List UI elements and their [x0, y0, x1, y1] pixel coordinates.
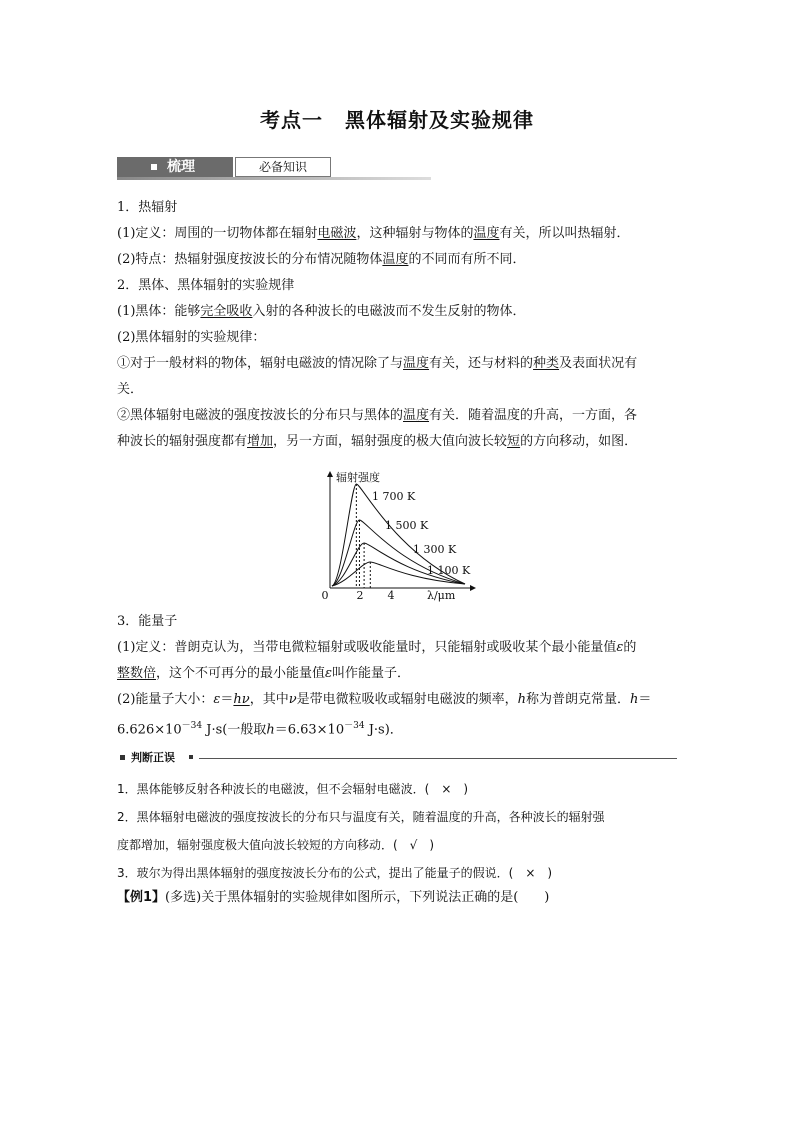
series-label-1: 1 500 K	[385, 519, 429, 532]
origin-label: 0	[321, 589, 329, 602]
series-label-3: 1 100 K	[427, 564, 471, 577]
chart-svg	[315, 468, 485, 606]
judge-item-2: 2．黑体辐射电磁波的强度按波长的分布只与温度有关，随着温度的升高，各种波长的辐射强	[117, 810, 605, 824]
x-axis-label: λ/μm	[427, 589, 456, 602]
quantum-definition: (1)定义：普朗克认为，当带电微粒辐射或吸收能量时，只能辐射或吸收某个最小能量值ε的	[117, 640, 637, 655]
square-bullet-icon	[151, 164, 157, 170]
law-point-1-cont: 关．	[117, 382, 144, 397]
planck-constant-value: $6.626\times 10^{-34}$ J·s(一般取$h=6.63\times 10^{-34}$ J·s)．	[117, 721, 403, 738]
square-bullet-icon	[189, 755, 193, 759]
judge-item-3: 3．玻尔为得出黑体辐射的强度按波长分布的公式，提出了能量子的假说．( × )	[117, 866, 553, 880]
blackbody-radiation-chart	[315, 468, 485, 606]
x-tick-2: 2	[356, 589, 364, 602]
heading-thermal-radiation: 1．热辐射	[117, 200, 178, 215]
page-title: 考点一 黑体辐射及实验规律	[260, 108, 534, 132]
quantum-definition-cont: 整数倍，这个不可再分的最小能量值ε叫作能量子．	[117, 666, 411, 681]
judge-heading: 判断正误	[117, 750, 677, 766]
series-label-2: 1 300 K	[413, 543, 457, 556]
series-label-0: 1 700 K	[372, 490, 416, 503]
section-thermal-radiation	[117, 195, 677, 455]
definition-line: (1)定义：周围的一切物体都在辐射电磁波，这种辐射与物体的温度有关，所以叫热辐射．	[117, 226, 630, 241]
x-tick-4: 4	[387, 589, 395, 602]
feature-line: (2)特点：热辐射强度按波长的分布情况随物体温度的不同而有所不同．	[117, 252, 526, 267]
example-1	[117, 885, 549, 911]
example-text: (多选)关于黑体辐射的实验规律如图所示，下列说法正确的是( )	[165, 890, 550, 905]
square-bullet-icon	[120, 755, 125, 760]
section-quantum	[117, 609, 677, 743]
y-axis-label: 辐射强度	[336, 471, 380, 484]
law-point-2-cont: 种波长的辐射强度都有增加，另一方面，辐射强度的极大值向波长较短的方向移动，如图．	[117, 434, 638, 449]
curves-group	[332, 484, 471, 588]
banner-main: 梳理	[117, 157, 233, 177]
law-point-1: ①对于一般材料的物体，辐射电磁波的情况除了与温度有关，还与材料的种类及表面状况有	[117, 356, 638, 371]
heading-rule	[199, 758, 677, 759]
banner-sub: 必备知识	[235, 157, 331, 177]
law-point-2: ②黑体辐射电磁波的强度按波长的分布只与黑体的温度有关．随着温度的升高，一方面，各	[117, 408, 638, 423]
example-tag: 【例1】	[117, 890, 166, 905]
quantum-size: (2)能量子大小：ε＝hν，其中ν是带电微粒吸收或辐射电磁波的频率，h称为普朗克常量．h＝	[117, 692, 652, 707]
judge-item-1: 1．黑体能够反射各种波长的电磁波，但不会辐射电磁波．( × )	[117, 782, 469, 796]
judge-list	[117, 775, 677, 887]
heading-energy-quantum: 3．能量子	[117, 614, 178, 629]
banner-divider	[117, 177, 431, 180]
blackbody-definition: (1)黑体：能够完全吸收入射的各种波长的电磁波而不发生反射的物体．	[117, 304, 526, 319]
experiment-law-heading: (2)黑体辐射的实验规律：	[117, 330, 266, 345]
section-banner	[117, 157, 431, 179]
judge-item-2-cont: 度都增加，辐射强度极大值向波长较短的方向移动．( √ )	[117, 838, 435, 852]
heading-blackbody: 2．黑体、黑体辐射的实验规律	[117, 278, 295, 293]
